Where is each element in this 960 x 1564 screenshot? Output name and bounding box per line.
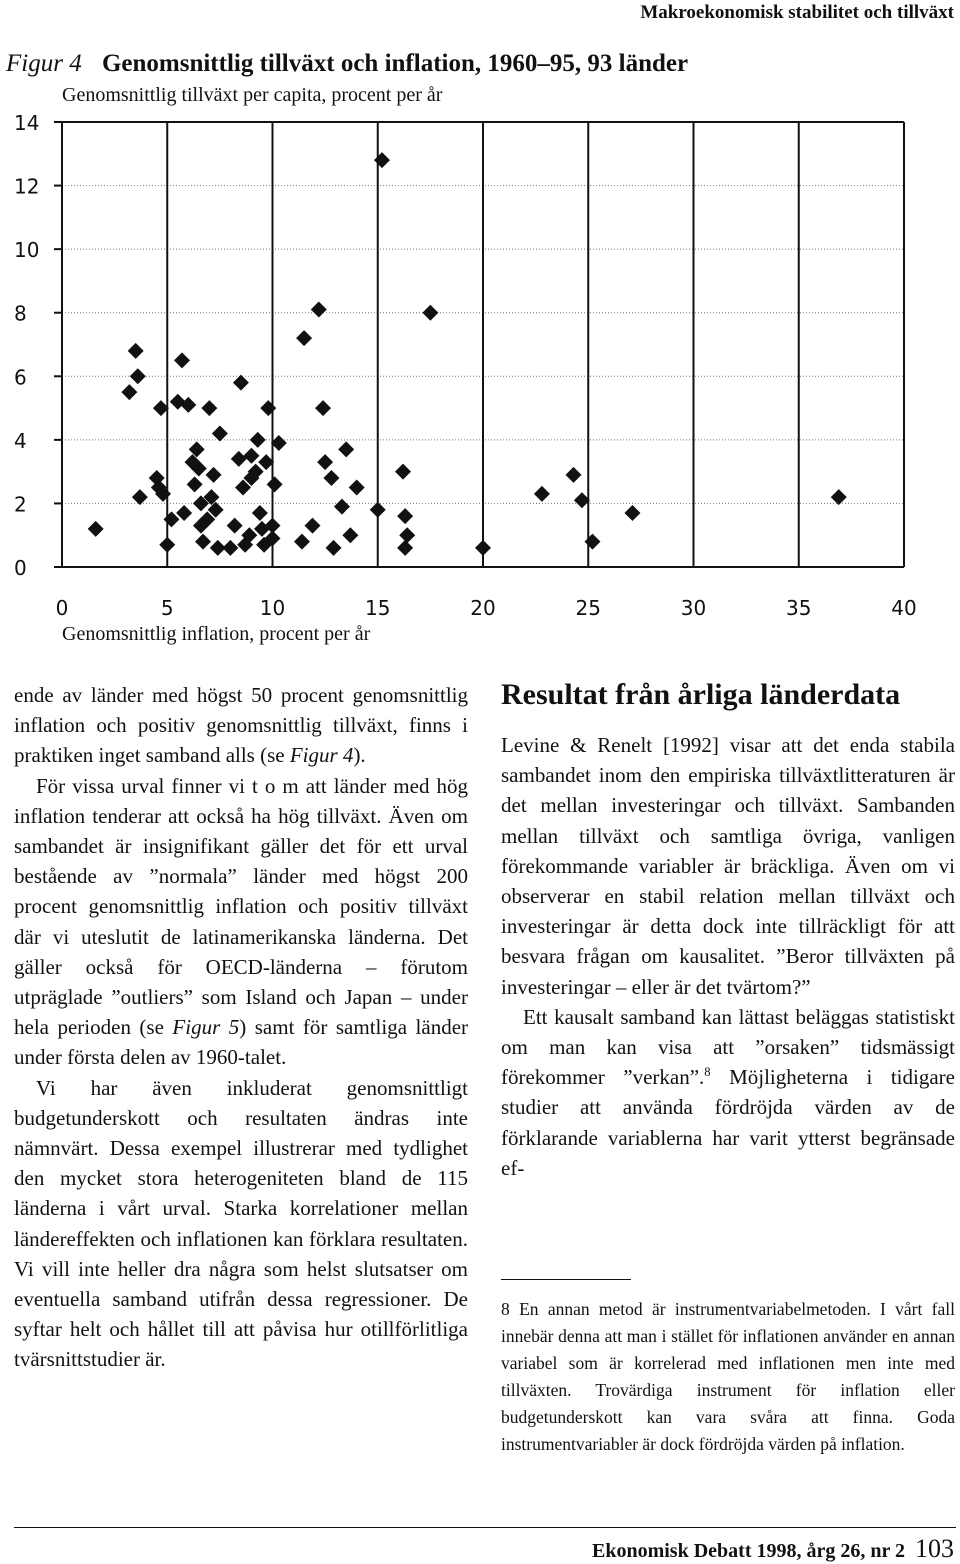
page-number: 103 — [915, 1534, 954, 1563]
data-point — [128, 343, 144, 359]
data-point — [250, 432, 266, 448]
data-point — [624, 505, 640, 521]
data-point — [370, 502, 386, 518]
data-point — [334, 499, 350, 515]
figure-label: Figur 4 — [6, 50, 82, 77]
data-point — [831, 489, 847, 505]
data-point — [231, 451, 247, 467]
data-point — [296, 330, 312, 346]
chart-y-axis-label: Genomsnittlig tillväxt per capita, procent per år — [62, 84, 443, 106]
data-point — [189, 441, 205, 457]
data-point — [222, 540, 238, 556]
section-heading: Resultat från årliga länderdata — [501, 678, 901, 711]
data-point — [201, 400, 217, 416]
scatter-chart — [0, 100, 960, 620]
data-point — [212, 426, 228, 442]
x-tick-label: 40 — [891, 596, 917, 620]
running-head: Makroekonomisk stabilitet och tillväxt — [640, 2, 954, 23]
data-point — [475, 540, 491, 556]
data-point — [315, 400, 331, 416]
footer-rule — [14, 1527, 956, 1528]
left-p2-text-a: För vissa urval finner vi t o m att länder med hög inflation tenderar att också ha hög tillväxt. Även om sambandet är insignifikant gäller det för ett urval bestående av ”normala” länder med högst 200 procent genomsnittlig inflation och positiv tillväxt där vi uteslutit de latinamerikanska länderna. Det gäller också för OECD-länderna – förutom utpräglade ”outliers” som Island och Japan – under hela perioden (se — [14, 773, 468, 1040]
data-point — [304, 518, 320, 534]
data-point — [317, 454, 333, 470]
left-p1-text-b: ). — [353, 743, 366, 768]
footnote-number: 8 — [501, 1299, 510, 1319]
data-point — [206, 467, 222, 483]
chart-x-axis-label: Genomsnittlig inflation, procent per år — [62, 623, 371, 645]
data-point — [399, 527, 415, 543]
left-paragraph-2 — [14, 771, 468, 1073]
data-point — [311, 302, 327, 318]
right-paragraph-1: Levine & Renelt [1992] visar att det enda stabila sambandet inom den empiriska tillväxtlitteraturen är det mellan investeringar och tillväxt. Sambanden mellan tillväxt och samtliga övriga, vanligen förekommande variabler är bräckliga. Även om vi observerar en stabil relation mellan tillväxt och investeringar är detta dock inte tillräckligt för att besvara frågan om kausalitet. ”Beror tillväxten på investeringar – eller är det tvärtom?” — [501, 733, 955, 999]
data-point — [323, 470, 339, 486]
footnote — [501, 1296, 955, 1458]
y-tick-label: 12 — [14, 174, 40, 199]
right-paragraph-2 — [501, 1002, 955, 1183]
data-point — [294, 534, 310, 550]
y-tick-label: 10 — [14, 238, 40, 263]
y-tick-label: 6 — [14, 365, 27, 390]
y-tick-label: 2 — [14, 492, 27, 517]
left-paragraph-1 — [14, 680, 468, 771]
y-tick-label: 14 — [14, 111, 40, 135]
data-point — [397, 508, 413, 524]
data-point — [534, 486, 550, 502]
figure-caption — [6, 50, 688, 78]
x-tick-label: 20 — [470, 596, 496, 620]
data-point — [174, 352, 190, 368]
data-point — [132, 489, 148, 505]
footnote-text: En annan metod är instrumentvariabelmetoden. I vårt fall innebär denna att man i stället för inflationen använder en annan variabel som är korrelerad med inflationen men inte med tillväxten. Trovärdiga instrument för inflation eller budgetunderskott kan vara svåra att finna. Goda instrumentvariabler är dock fördröjda värden på inflation. — [501, 1299, 955, 1454]
left-p2-text-b: ) samt för samtliga länder under första delen av 1960-talet. — [14, 1015, 469, 1070]
data-point — [227, 518, 243, 534]
y-tick-label: 8 — [14, 301, 27, 326]
data-point — [397, 540, 413, 556]
data-point — [349, 480, 365, 496]
x-tick-label: 0 — [55, 596, 69, 620]
data-point — [260, 400, 276, 416]
footer — [592, 1534, 954, 1564]
footnote-marker: 8 — [704, 1065, 711, 1080]
data-point — [267, 476, 283, 492]
data-point — [584, 534, 600, 550]
data-point — [395, 464, 411, 480]
data-point — [374, 152, 390, 168]
left-p1-text-a: ende av länder med högst 50 procent genomsnittlig inflation och positiv genomsnittlig tillväxt, finns i praktiken inget samband alls (se — [14, 683, 468, 768]
y-tick-label: 4 — [14, 428, 27, 453]
data-point — [338, 441, 354, 457]
x-tick-label: 25 — [575, 596, 601, 620]
data-point — [88, 521, 104, 537]
left-column — [14, 680, 468, 1375]
right-column — [501, 730, 955, 1183]
data-point — [243, 448, 259, 464]
journal-citation: Ekonomisk Debatt 1998, årg 26, nr 2 — [592, 1540, 905, 1562]
data-point — [326, 540, 342, 556]
data-point — [233, 375, 249, 391]
data-point — [195, 534, 211, 550]
data-point — [342, 527, 358, 543]
data-point — [422, 305, 438, 321]
right-p2-text-b: Möjligheterna i tidigare studier att använda fördröjda värden av de förklarande variablerna har varit ytterst begränsade ef- — [501, 1065, 955, 1180]
left-p1-figure-ref: Figur 4 — [289, 743, 354, 768]
data-point — [159, 537, 175, 553]
footnote-rule — [501, 1279, 631, 1280]
right-p2-text-a: Ett kausalt samband kan lättast beläggas statistiskt om man kan visa att ”orsaken” tidsmässigt förekommer ”verkan”. — [501, 1004, 955, 1090]
x-tick-label: 10 — [259, 596, 286, 620]
data-point — [187, 476, 203, 492]
figure-title: Genomsnittlig tillväxt och inflation, 1960–95, 93 länder — [101, 50, 689, 77]
left-paragraph-3: Vi har även inkluderat genomsnittligt budgetunderskott och resultaten ändras inte nämnvärt. Dessa exempel illustrerar med tydlighet den mycket stora heterogeniteten bland de 115 länderna i vårt urval. Starka korrelationer mellan ländereffekten och inflationen kan förklara resultaten. Vi vill inte heller dra några som helst slutsatser om eventuella samband utifrån dessa regressioner. De syftar helt och hållet till att påvisa hur otillförlitliga tvärsnittstudier är. — [14, 1075, 468, 1372]
data-point — [130, 368, 146, 384]
data-point — [566, 467, 582, 483]
x-tick-label: 35 — [786, 596, 812, 620]
x-tick-label: 5 — [160, 596, 174, 620]
data-point — [252, 505, 268, 521]
left-p2-figure-ref: Figur 5 — [172, 1015, 240, 1040]
data-point — [121, 384, 137, 400]
y-tick-label: 0 — [14, 556, 27, 580]
x-tick-label: 15 — [365, 596, 391, 620]
x-tick-label: 30 — [680, 596, 707, 620]
